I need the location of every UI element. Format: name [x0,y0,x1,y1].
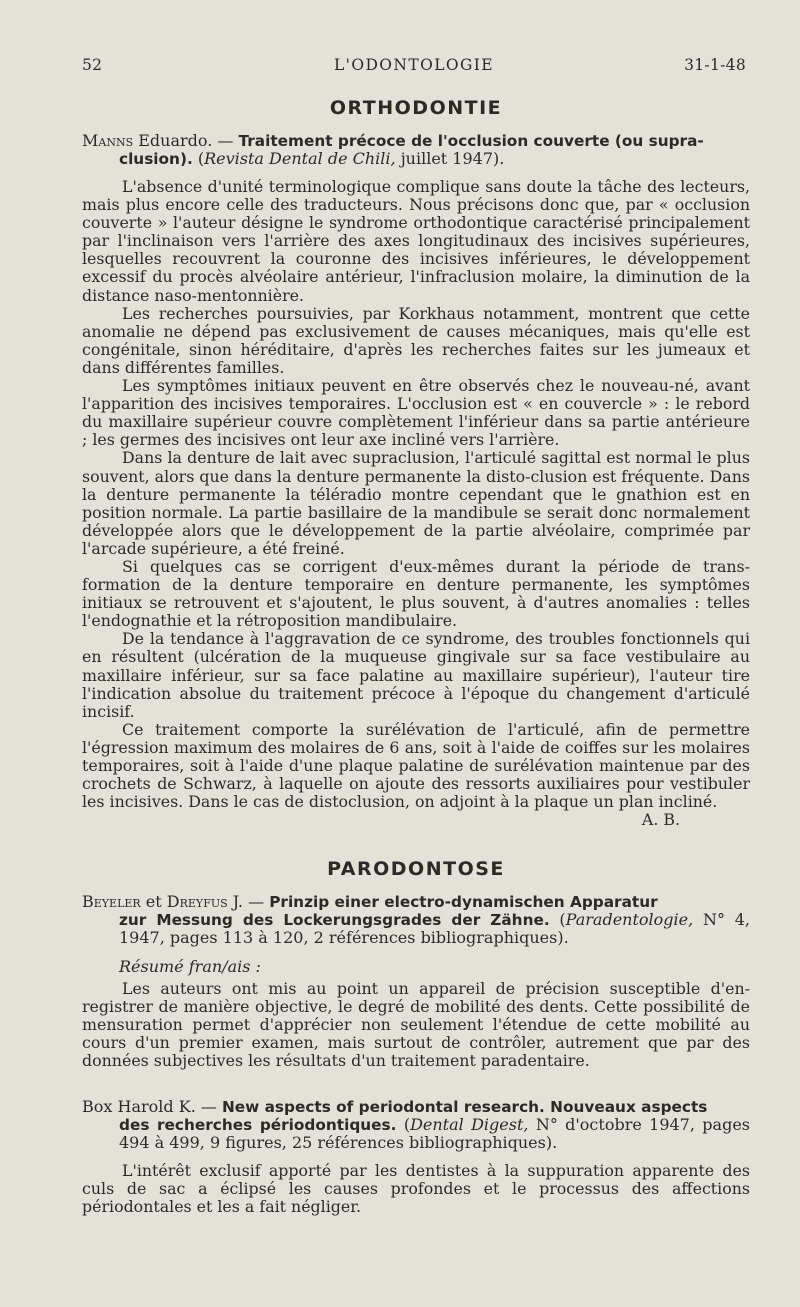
paragraph-text: Ce traitement comporte la surélévation de l'articulé, afin de permettre l'égression maximum des molaires de 6 ans, soit à l'aide de coiffes sur les molaires temporaires, soit à l'aide d'une plaque palatine de surélévation maintenue par des crochets de Schwarz, à laquelle on ajoute des ressorts auxiliaires pour vestibuler les incisives. Dans le cas de distoclusion, on adjoint à la plaque un plan incliné. [82,719,750,812]
paragraph: Si quelques cas se corrigent d'eux-mêmes durant la période de transformation de la denture temporaire en denture permanente, les symptômes initiaux se retrouvent et s'ajoutent, le plus souvent, à d'autres anomalies : telles l'endognathie et la rétroposition mandibulaire. [82,556,750,631]
article-title-cont: des recherches périodontiques. [119,1116,397,1135]
resume-block [82,958,750,976]
paragraph: L'intérêt exclusif apporté par les dentistes à la suppuration apparente des culs de sac a éclipsé les causes profondes et le processus des affections périodontales et les a fait négliger. [82,1161,750,1217]
paragraph: Les recherches poursuivies, par Korkhaus notamment, montrent que cette anomalie ne dépend pas exclusivement de causes mécaniques, mais qu'elle est congénitale, sinon héréditaire, d'après les recherches faites sur les jumeaux et dans différentes familles. [82,303,750,377]
dash: — [248,892,265,911]
article-title: Prinzip einer electro-dynamischen Apparatur [269,893,658,911]
source-details: N° 4, [702,910,750,930]
source-journal: Dental Digest, [410,1115,529,1135]
bibliographic-reference [82,893,750,948]
article-title: New aspects of periodontal research. Nouveaux aspects [221,1098,708,1116]
paragraph: Les auteurs ont mis au point un appareil de précision susceptible d'enregistrer de manière objective, le degré de mobilité des dents. Cette possibilité de mensuration permet d'apprécier non seulement l'étendue de cette mobilité au cours d'un premier examen, mais surtout de contrôler, autrement que par des données subjectives les résultats d'un traitement paradentaire. [82,979,750,1071]
author-surname: Box [82,1097,113,1116]
author-first-name: Eduardo. [138,131,213,150]
article-title-cont: zur Messung des Lockerungsgrades der Zähne. [119,911,550,930]
dash: — [200,1097,217,1116]
article-title-cont: clusion). [119,150,193,169]
paragraph: Dans la denture de lait avec supraclusion, l'articulé sagittal est normal le plus souvent, alors que dans la denture permanente la disto-clusion est fréquente. Dans la denture permanente la téléradio montre cependant que le gnathion est en position normale. La partie basillaire de la mandibule se serait donc normalement développée alors que le développement de la partie alvéolaire, comprimée par l'arcade supérieure, a été freiné. [82,448,750,558]
article-title: Traitement précoce de l'occlusion couverte (ou supra- [238,132,704,150]
entry-box-body [82,1162,750,1216]
source-details-cont: pages 494 à 499, 9 figures, 25 références bibliographiques). [119,1115,750,1153]
source-open: ( [403,1115,411,1135]
entry-box [82,1098,750,1153]
dash: — [217,131,234,150]
section-orthodontie [82,97,750,119]
connector: et [145,892,162,911]
paragraph [82,719,750,830]
paragraph: Les symptômes initiaux peuvent en être observés chez le nouveau-né, avant l'apparition des incisives temporaires. L'occlusion est « en couvercle » : le rebord du maxillaire supérieur couvre complètement l'inférieur dans sa partie antérieure ; les germes des incisives ont leur axe incliné vers l'arrière. [82,376,750,450]
source-journal: Paradentologie, [565,910,694,930]
author2-first-name: J. [232,892,243,911]
author-surname: Manns [82,131,134,150]
source-details: N° d'octobre 1947, [535,1115,695,1135]
bibliographic-reference [82,1098,750,1153]
paragraph: L'absence d'unité terminologique complique sans doute la tâche des lecteurs, mais plus encore celle des traducteurs. Nous précisons donc que, par « occlusion couverte » l'auteur désigne le syndrome orthodontique caractérisé principalement par l'inclinaison vers l'arrière des axes longitudinaux des incisives supérieures, lesquelles recouvrent la couronne des incisives inférieures, le développement excessif du procès alvéolaire antérieur, l'infraclusion molaire, la diminution de la distance naso-mentonnière. [82,177,750,305]
resume-label: Résumé fran/ais : [119,957,261,976]
signature: A. B. [641,810,680,830]
paragraph: De la tendance à l'aggravation de ce syndrome, des troubles fonctionnels qui en résultent (ulcération de la muqueuse gingivale sur sa face vestibulaire au maxillaire inférieur, sur sa face palatine au maxillaire supérieur), l'auteur tire l'indication absolue du traitement précoce à l'époque du changement d'articulé incisif. [82,629,750,721]
entry-manns [82,132,750,168]
source-open: ( [197,149,205,169]
section-title: ORTHODONTIE [329,97,503,119]
running-header [82,56,746,80]
journal-title: L'ODONTOLOGIE [333,56,495,74]
bibliographic-reference [82,132,750,168]
entry-beyeler-body [82,980,750,1070]
entry-beyeler [82,893,750,948]
author2-surname: Dreyfus [166,892,228,911]
source-details-cont: 1947, pages 113 à 120, 2 références bibliographiques). [119,928,569,948]
source-details: juillet 1947). [400,149,505,169]
author-surname: Beyeler [82,892,141,911]
section-parodontose [82,858,750,880]
section-title: PARODONTOSE [327,858,505,880]
issue-date: 31-1-48 [684,56,746,74]
author-first-name: Harold K. [117,1097,196,1116]
source-open: ( [559,910,566,930]
page-number: 52 [82,56,103,74]
source-journal: Revista Dental de Chili, [204,149,396,169]
entry-manns-body [82,178,750,829]
